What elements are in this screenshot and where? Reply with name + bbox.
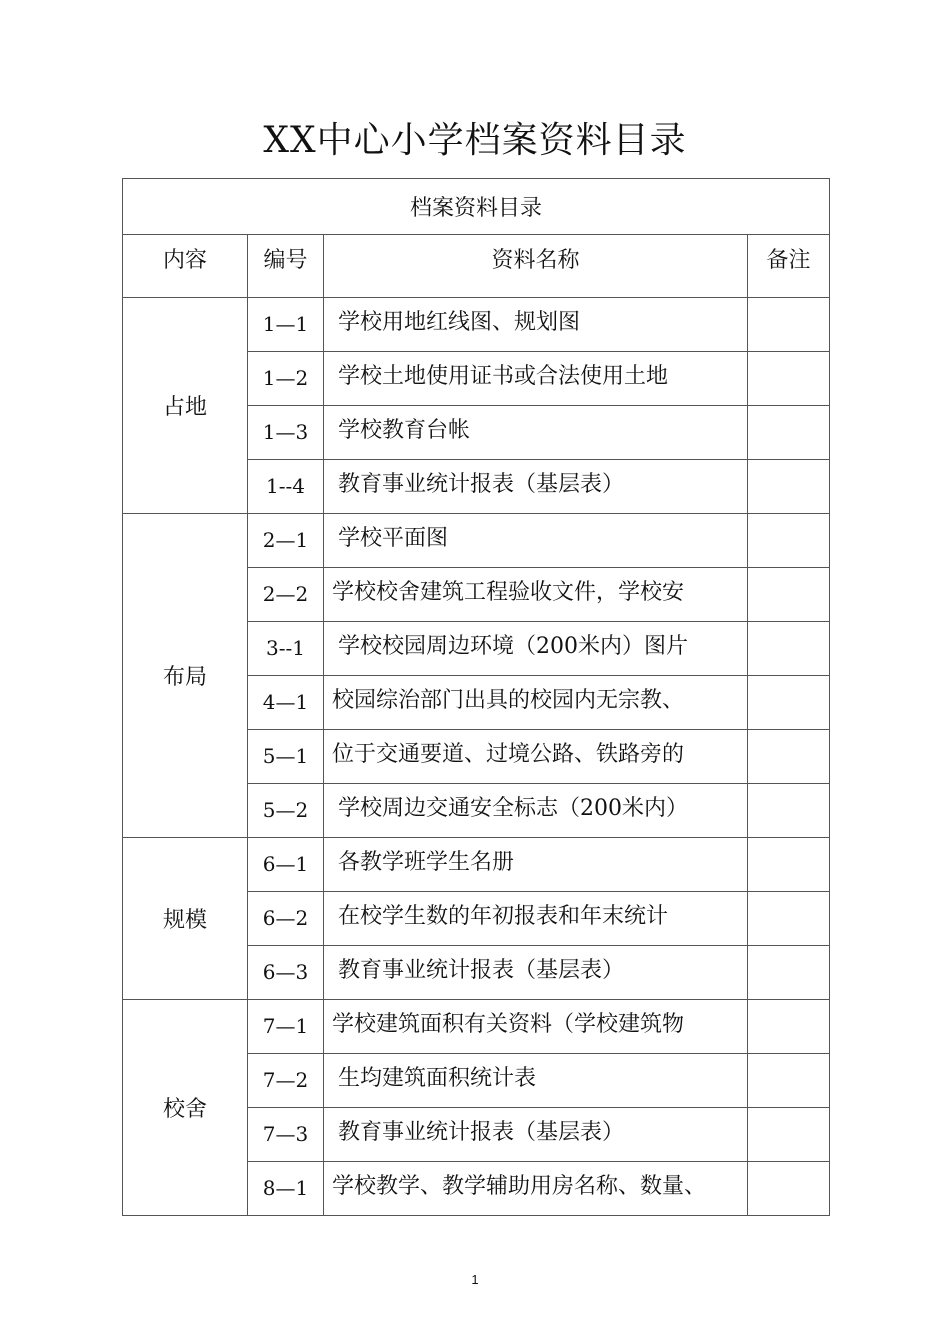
material-name-cell: 学校平面图 bbox=[324, 514, 748, 568]
material-name-cell: 学校教学、教学辅助用房名称、数量、 bbox=[324, 1162, 748, 1216]
material-name-cell: 校园综治部门出具的校园内无宗教、 bbox=[324, 676, 748, 730]
number-cell: 6—1 bbox=[248, 838, 324, 892]
table-row bbox=[123, 514, 830, 568]
note-cell bbox=[748, 514, 830, 568]
number-cell: 7—2 bbox=[248, 1054, 324, 1108]
note-cell bbox=[748, 298, 830, 352]
note-cell bbox=[748, 892, 830, 946]
material-name-cell: 学校土地使用证书或合法使用土地 bbox=[324, 352, 748, 406]
note-cell bbox=[748, 568, 830, 622]
material-name-cell: 学校用地红线图、规划图 bbox=[324, 298, 748, 352]
number-cell: 2—1 bbox=[248, 514, 324, 568]
material-name-cell: 位于交通要道、过境公路、铁路旁的 bbox=[324, 730, 748, 784]
table-row bbox=[123, 298, 830, 352]
number-cell: 5—2 bbox=[248, 784, 324, 838]
note-cell bbox=[748, 1162, 830, 1216]
material-name-cell: 学校建筑面积有关资料（学校建筑物 bbox=[324, 1000, 748, 1054]
number-cell: 6—3 bbox=[248, 946, 324, 1000]
number-cell: 7—3 bbox=[248, 1108, 324, 1162]
note-cell bbox=[748, 460, 830, 514]
number-cell: 1—3 bbox=[248, 406, 324, 460]
number-cell: 2—2 bbox=[248, 568, 324, 622]
header-number: 编号 bbox=[248, 235, 324, 298]
header-note: 备注 bbox=[748, 235, 830, 298]
header-name: 资料名称 bbox=[324, 235, 748, 298]
table-row bbox=[123, 1000, 830, 1054]
category-cell: 规模 bbox=[123, 838, 248, 1000]
note-cell bbox=[748, 1054, 830, 1108]
material-name-cell: 各教学班学生名册 bbox=[324, 838, 748, 892]
document-title: XX中心小学档案资料目录 bbox=[263, 120, 687, 161]
archive-catalog-table bbox=[122, 178, 830, 1216]
number-cell: 4—1 bbox=[248, 676, 324, 730]
category-cell: 校舍 bbox=[123, 1000, 248, 1216]
material-name-cell: 在校学生数的年初报表和年末统计 bbox=[324, 892, 748, 946]
table-row bbox=[123, 838, 830, 892]
material-name-cell: 学校校园周边环境（200米内）图片 bbox=[324, 622, 748, 676]
note-cell bbox=[748, 1000, 830, 1054]
note-cell bbox=[748, 730, 830, 784]
page-number: 1 bbox=[471, 1272, 479, 1287]
note-cell bbox=[748, 352, 830, 406]
note-cell bbox=[748, 1108, 830, 1162]
category-cell: 布局 bbox=[123, 514, 248, 838]
header-content: 内容 bbox=[123, 235, 248, 298]
number-cell: 1—1 bbox=[248, 298, 324, 352]
material-name-cell: 教育事业统计报表（基层表） bbox=[324, 946, 748, 1000]
material-name-cell: 学校教育台帐 bbox=[324, 406, 748, 460]
category-cell: 占地 bbox=[123, 298, 248, 514]
number-cell: 5—1 bbox=[248, 730, 324, 784]
number-cell: 1--4 bbox=[248, 460, 324, 514]
note-cell bbox=[748, 946, 830, 1000]
material-name-cell: 教育事业统计报表（基层表） bbox=[324, 1108, 748, 1162]
note-cell bbox=[748, 838, 830, 892]
material-name-cell: 教育事业统计报表（基层表） bbox=[324, 460, 748, 514]
note-cell bbox=[748, 622, 830, 676]
number-cell: 1—2 bbox=[248, 352, 324, 406]
number-cell: 3--1 bbox=[248, 622, 324, 676]
table-caption: 档案资料目录 bbox=[123, 179, 830, 235]
note-cell bbox=[748, 784, 830, 838]
material-name-cell: 生均建筑面积统计表 bbox=[324, 1054, 748, 1108]
number-cell: 6—2 bbox=[248, 892, 324, 946]
note-cell bbox=[748, 676, 830, 730]
note-cell bbox=[748, 406, 830, 460]
number-cell: 8—1 bbox=[248, 1162, 324, 1216]
material-name-cell: 学校周边交通安全标志（200米内） bbox=[324, 784, 748, 838]
number-cell: 7—1 bbox=[248, 1000, 324, 1054]
material-name-cell: 学校校舍建筑工程验收文件，学校安 bbox=[324, 568, 748, 622]
